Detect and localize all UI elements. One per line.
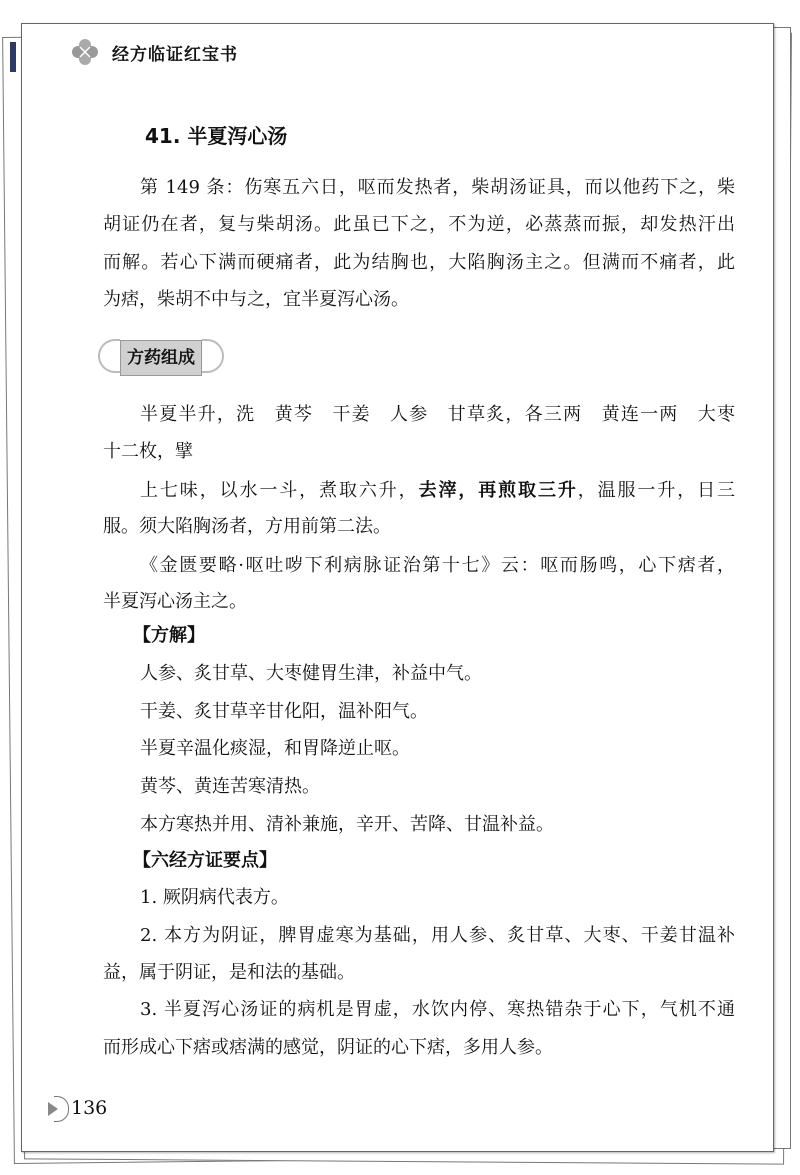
flower-ornament-icon xyxy=(72,39,98,65)
points-line: 2. 本方为阴证，脾胃虚寒为基础，用人参、炙甘草、大枣、干姜甘温补 xyxy=(140,925,735,946)
running-header: 经方临证红宝书 xyxy=(112,45,238,65)
method-text: 上七味，以水一斗，煮取六升， xyxy=(140,480,419,501)
fangjie-line: 人参、炙甘草、大枣健胃生津，补益中气。 xyxy=(140,663,482,684)
points-line: 3. 半夏泻心汤证的病机是胃虚，水饮内停、寒热错杂于心下，气机不通 xyxy=(140,999,735,1020)
clause-line: 为痞，柴胡不中与之，宜半夏泻心汤。 xyxy=(103,289,409,310)
fangjie-line: 半夏辛温化痰湿，和胃降逆止呕。 xyxy=(140,738,410,759)
fangjie-line: 本方寒热并用、清补兼施，辛开、苦降、甘温补益。 xyxy=(140,814,554,835)
fangjie-line: 黄芩、黄连苦寒清热。 xyxy=(140,776,320,797)
method-bold-text: 去滓，再煎取三升 xyxy=(418,480,578,501)
section-title: 41. 半夏泻心汤 xyxy=(145,124,288,148)
badge-label: 方药组成 xyxy=(120,340,202,376)
method-text: ，温服一升，日三 xyxy=(577,480,736,501)
method-line: 服。须大陷胸汤者，方用前第二法。 xyxy=(103,516,391,537)
clause-line: 第 149 条：伤寒五六日，呕而发热者，柴胡汤证具，而以他药下之，柴 xyxy=(140,177,735,198)
half-circle-icon xyxy=(54,1096,69,1122)
jingui-line: 《金匮要略·呕吐哕下利病脉证治第十七》云：呕而肠鸣，心下痞者， xyxy=(140,555,735,576)
points-line: 1. 厥阴病代表方。 xyxy=(140,887,289,908)
clause-line: 而解。若心下满而硬痛者，此为结胸也，大陷胸汤主之。但满而不痛者，此 xyxy=(103,252,735,273)
badge-right-cap xyxy=(202,339,224,373)
page-number xyxy=(48,1096,107,1122)
ingredients-line: 半夏半升，洗 黄芩 干姜 人参 甘草炙，各三两 黄连一两 大枣 xyxy=(140,404,735,425)
points-line: 而形成心下痞或痞满的感觉，阴证的心下痞，多用人参。 xyxy=(103,1037,553,1058)
back-sheet-edge xyxy=(10,42,16,72)
section-badge xyxy=(98,338,238,376)
clause-line: 胡证仍在者，复与柴胡汤。此虽已下之，不为逆，必蒸蒸而振，却发热汗出 xyxy=(103,214,735,235)
ingredients-line: 十二枚，擘 xyxy=(103,441,193,462)
method-line xyxy=(140,479,735,503)
fangjie-heading: 【方解】 xyxy=(133,625,205,646)
points-heading: 【六经方证要点】 xyxy=(133,850,277,871)
badge-left-cap xyxy=(98,339,120,373)
fangjie-line: 干姜、炙甘草辛甘化阳，温补阳气。 xyxy=(140,701,428,722)
jingui-line: 半夏泻心汤主之。 xyxy=(103,591,247,612)
page-number-text: 136 xyxy=(71,1097,108,1119)
points-line: 益，属于阴证，是和法的基础。 xyxy=(103,962,355,983)
